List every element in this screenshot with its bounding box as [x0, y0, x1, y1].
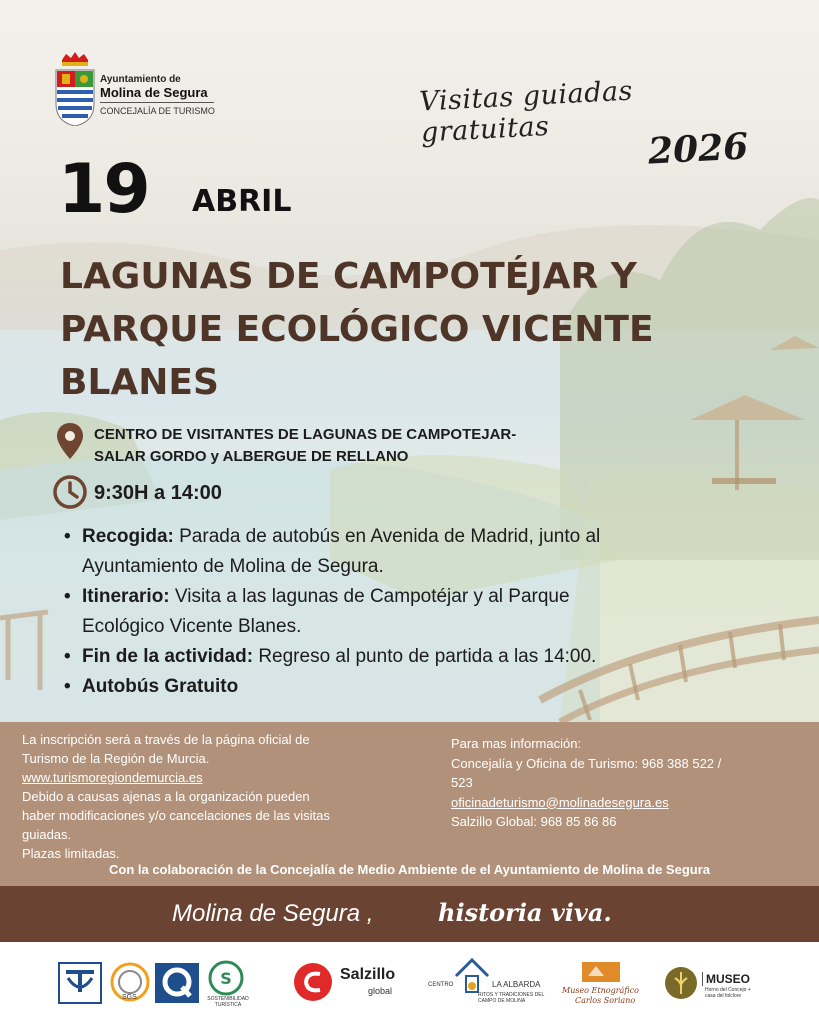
- q-quality-logo-icon: [154, 962, 200, 1004]
- event-day: 19: [58, 150, 149, 229]
- slogan-part-2: historia viva.: [438, 898, 612, 927]
- registration-line: La inscripción será a través de la página oficial de: [22, 732, 310, 747]
- slogan-part-1: Molina de Segura ,: [172, 900, 374, 927]
- info-band: [0, 722, 819, 886]
- list-item-text: Regreso al punto de partida a las 14:00.: [253, 646, 597, 667]
- list-item-label: Fin de la actividad:: [82, 646, 254, 667]
- list-item-text-cont: Ecológico Vicente Blanes.: [82, 616, 302, 637]
- slogan-band: [0, 886, 819, 942]
- ethnographic-museum-name: Carlos Soriano: [575, 996, 636, 1005]
- salzillo-logo-icon: [293, 962, 333, 1002]
- contact-email-link[interactable]: oficinadeturismo@molinadesegura.es: [451, 794, 669, 810]
- org-divider: [100, 102, 214, 103]
- la-albarda-sub-label: RITOS Y TRADICIONES DEL CAMPO DE MOLINA: [478, 992, 545, 1004]
- location-pin-icon: [56, 422, 84, 460]
- contact-line: Para mas información:: [451, 736, 582, 751]
- contact-line: 523: [451, 775, 473, 790]
- salzillo-sub-label: global: [368, 986, 393, 996]
- org-line-2: Molina de Segura: [100, 85, 208, 100]
- tourism-website-link[interactable]: www.turismoregiondemurcia.es: [22, 770, 203, 785]
- location-line-1: CENTRO DE VISITANTES DE LAGUNAS DE CAMPOTEJAR-: [94, 426, 517, 443]
- registration-line: Plazas limitadas.: [22, 846, 120, 861]
- registration-line: Turismo de la Región de Murcia.: [22, 751, 210, 766]
- list-item-text: Visita a las lagunas de Campotéjar y al Parque: [169, 586, 570, 607]
- museo-horno-logo-icon: [664, 966, 698, 1000]
- clock-icon: [52, 474, 88, 510]
- list-item-text-cont: Ayuntamiento de Molina de Segura.: [82, 556, 384, 577]
- ethnographic-museum-label: Museo Etnográfico: [562, 986, 639, 995]
- year: 2026: [646, 125, 750, 173]
- sgs-label: SGS: [122, 994, 137, 1001]
- list-item: [62, 642, 762, 672]
- svg-text:S: S: [220, 969, 232, 988]
- contact-line: Concejalía y Oficina de Turismo: 968 388 522 /: [451, 755, 722, 771]
- org-line-1: Ayuntamiento de: [100, 74, 181, 85]
- collaboration-note: Con la colaboración de la Concejalía de Medio Ambiente de el Ayuntamiento de Molina de Segura: [108, 862, 710, 877]
- municipal-logo: [54, 52, 224, 128]
- details-list: [62, 522, 762, 702]
- quality-tourism-logo-icon: [58, 962, 102, 1004]
- tagline: Visitas guiadas gratuitas: [418, 75, 634, 149]
- org-line-3: CONCEJALÍA DE TURISMO: [100, 106, 215, 116]
- title-line-1: LAGUNAS DE CAMPOTÉJAR Y: [60, 256, 637, 297]
- museo-label: MUSEO: [702, 972, 750, 986]
- sustainability-logo-icon: [208, 960, 244, 996]
- contact-line: Salzillo Global: 968 85 86 86: [451, 814, 617, 829]
- event-title: [60, 250, 720, 409]
- list-item-label: Recogida:: [82, 526, 174, 547]
- list-item-label: Itinerario:: [82, 586, 170, 607]
- coat-of-arms-icon: [54, 52, 96, 126]
- list-item-label: Autobús Gratuito: [82, 676, 239, 697]
- list-item-text: Parada de autobús en Avenida de Madrid, junto al: [173, 526, 601, 547]
- registration-line: Debido a causas ajenas a la organización pueden: [22, 789, 310, 804]
- event-time: 9:30H a 14:00: [94, 482, 222, 504]
- ethnographic-museum-logo-icon: [578, 958, 624, 986]
- centro-label: CENTRO: [428, 982, 454, 988]
- registration-line: guiadas.: [22, 827, 72, 842]
- location-line-2: SALAR GORDO y ALBERGUE DE RELLANO: [94, 448, 409, 465]
- la-albarda-label: LA ALBARDA: [492, 980, 541, 989]
- salzillo-label: Salzillo: [340, 966, 396, 983]
- location-text: [94, 424, 516, 468]
- contact-info: [451, 734, 801, 832]
- sustainability-label: SOSTENIBILIDAD TURÍSTICA: [207, 996, 249, 1008]
- registration-info: [22, 730, 382, 863]
- title-line-2: PARQUE ECOLÓGICO VICENTE: [60, 309, 654, 350]
- event-month: ABRIL: [192, 184, 292, 219]
- list-item: [62, 522, 762, 582]
- museo-sub-label: Horno del Concejo + casa del folclore: [705, 987, 751, 999]
- title-line-3: BLANES: [60, 362, 219, 403]
- registration-line: haber modificaciones y/o cancelaciones de las visitas: [22, 808, 330, 823]
- la-albarda-logo-icon: [452, 956, 492, 996]
- sponsor-footer: [0, 942, 819, 1024]
- list-item: [62, 672, 762, 702]
- list-item: [62, 582, 762, 642]
